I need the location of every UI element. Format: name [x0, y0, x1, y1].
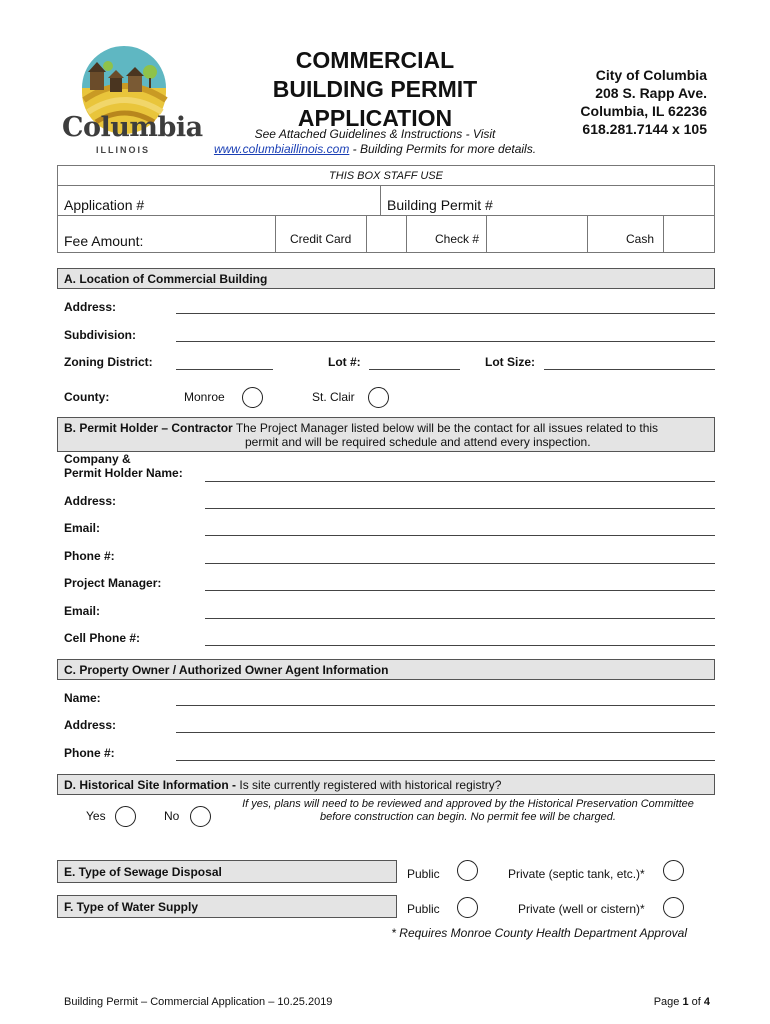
title-line-2: BUILDING PERMIT	[272, 76, 478, 102]
fee-amount-cell[interactable]	[57, 215, 276, 253]
staff-box-caption: THIS BOX STAFF USE	[329, 170, 443, 182]
historical-note-line-2: before construction can begin. No permit fee will be charged.	[320, 811, 616, 823]
sewage-public-label: Public	[407, 867, 440, 881]
page-of: of	[688, 996, 704, 1008]
city-address-block	[555, 66, 707, 138]
title-line-3: APPLICATION	[297, 105, 453, 131]
city-phone: 618.281.7144 x 105	[582, 121, 707, 137]
owner-address-label: Address:	[64, 718, 117, 732]
credit-card-label: Credit Card	[290, 232, 352, 246]
zoning-district-label: Zoning District:	[64, 355, 153, 369]
county-st-clair-radio[interactable]	[368, 387, 389, 408]
page-total: 4	[703, 996, 710, 1008]
lot-number-label: Lot #:	[328, 355, 361, 369]
cell-phone-field[interactable]	[205, 645, 715, 646]
sewage-private-radio[interactable]	[663, 860, 684, 881]
contractor-phone-label: Phone #:	[64, 549, 115, 563]
subdivision-label: Subdivision:	[64, 328, 136, 342]
logo-wordmark: Columbia	[62, 112, 203, 143]
page-prefix: Page	[653, 996, 683, 1008]
county-label: County:	[64, 390, 110, 404]
section-d-header	[57, 774, 715, 795]
historical-no-radio[interactable]	[190, 806, 211, 827]
county-monroe-label: Monroe	[184, 390, 225, 404]
owner-address-field[interactable]	[176, 732, 715, 733]
link-suffix: - Building Permits for more details.	[349, 142, 537, 156]
website-link[interactable]: www.columbiaillinois.com	[213, 142, 350, 156]
owner-name-field[interactable]	[176, 705, 715, 706]
section-b-title: B. Permit Holder – Contractor	[64, 421, 233, 435]
check-number-field[interactable]	[486, 215, 588, 253]
application-number-cell[interactable]	[57, 185, 381, 216]
section-a-header: A. Location of Commercial Building	[57, 268, 715, 289]
cell-phone-label: Cell Phone #:	[64, 631, 141, 645]
manager-email-label: Email:	[64, 604, 101, 618]
application-number-label: Application #	[64, 197, 145, 213]
lot-size-label: Lot Size:	[485, 355, 535, 369]
lot-size-field[interactable]	[544, 369, 715, 370]
instructions-text: See Attached Guidelines & Instructions - Visit	[254, 127, 496, 141]
footer-page-number	[620, 996, 710, 1008]
section-b-note-line-2: permit and will be required schedule and attend every inspection.	[245, 435, 591, 449]
subdivision-field[interactable]	[176, 341, 715, 342]
company-label-line-1: Company &	[64, 452, 131, 466]
section-e-header: E. Type of Sewage Disposal	[57, 860, 397, 883]
contractor-email-label: Email:	[64, 521, 101, 535]
check-label: Check #	[435, 232, 480, 246]
location-address-label: Address:	[64, 300, 117, 314]
city-name: City of Columbia	[595, 67, 707, 83]
lot-number-field[interactable]	[369, 369, 460, 370]
location-address-field[interactable]	[176, 313, 715, 314]
footer-document-title: Building Permit – Commercial Application – 10.25.2019	[64, 996, 333, 1008]
section-b-header	[57, 417, 715, 452]
company-name-label	[64, 452, 183, 480]
owner-phone-label: Phone #:	[64, 746, 115, 760]
page-title	[240, 46, 510, 133]
section-f-header: F. Type of Water Supply	[57, 895, 397, 918]
cash-cell	[587, 215, 664, 253]
project-manager-label: Project Manager:	[64, 576, 162, 590]
company-label-line-2: Permit Holder Name:	[64, 466, 183, 480]
cash-label: Cash	[626, 232, 655, 246]
fee-amount-label: Fee Amount:	[64, 233, 144, 249]
water-private-radio[interactable]	[663, 897, 684, 918]
owner-name-label: Name:	[64, 691, 101, 705]
historical-yes-radio[interactable]	[115, 806, 136, 827]
section-d-question: Is site currently registered with historical registry?	[239, 778, 502, 792]
owner-phone-field[interactable]	[176, 760, 715, 761]
page-current: 1	[682, 996, 689, 1008]
building-permit-label: Building Permit #	[387, 197, 493, 213]
section-c-header: C. Property Owner / Authorized Owner Agent Information	[57, 659, 715, 680]
staff-box-caption-cell	[57, 165, 715, 186]
section-b-note-line-1: The Project Manager listed below will be the contact for all issues related to this	[235, 421, 659, 435]
building-permit-number-cell[interactable]	[380, 185, 715, 216]
historical-no-label: No	[164, 809, 180, 823]
credit-card-cell	[275, 215, 367, 253]
historical-yes-label: Yes	[86, 809, 106, 823]
contractor-address-field[interactable]	[205, 508, 715, 509]
title-line-1: COMMERCIAL	[295, 47, 455, 73]
historical-note	[228, 798, 708, 824]
zoning-district-field[interactable]	[176, 369, 273, 370]
city-street: 208 S. Rapp Ave.	[595, 85, 707, 101]
contractor-phone-field[interactable]	[205, 563, 715, 564]
water-public-radio[interactable]	[457, 897, 478, 918]
instructions-link-line	[190, 142, 560, 156]
water-public-label: Public	[407, 902, 440, 916]
sewage-public-radio[interactable]	[457, 860, 478, 881]
credit-card-checkbox[interactable]	[366, 215, 407, 253]
cash-checkbox[interactable]	[663, 215, 715, 253]
project-manager-field[interactable]	[205, 590, 715, 591]
section-d-title: D. Historical Site Information -	[64, 778, 240, 792]
water-private-label: Private (well or cistern)*	[518, 902, 645, 916]
contractor-address-label: Address:	[64, 494, 117, 508]
sewage-private-label: Private (septic tank, etc.)*	[508, 867, 645, 881]
county-st-clair-label: St. Clair	[312, 390, 355, 404]
check-cell	[406, 215, 487, 253]
manager-email-field[interactable]	[205, 618, 715, 619]
contractor-email-field[interactable]	[205, 535, 715, 536]
logo-subtext: ILLINOIS	[96, 145, 150, 155]
historical-note-line-1: If yes, plans will need to be reviewed and approved by the Historical Preservation Committee	[242, 798, 694, 810]
county-monroe-radio[interactable]	[242, 387, 263, 408]
health-dept-footnote: * Requires Monroe County Health Department Approval	[391, 926, 687, 940]
city-state-zip: Columbia, IL 62236	[580, 103, 707, 119]
company-name-field[interactable]	[205, 481, 715, 482]
